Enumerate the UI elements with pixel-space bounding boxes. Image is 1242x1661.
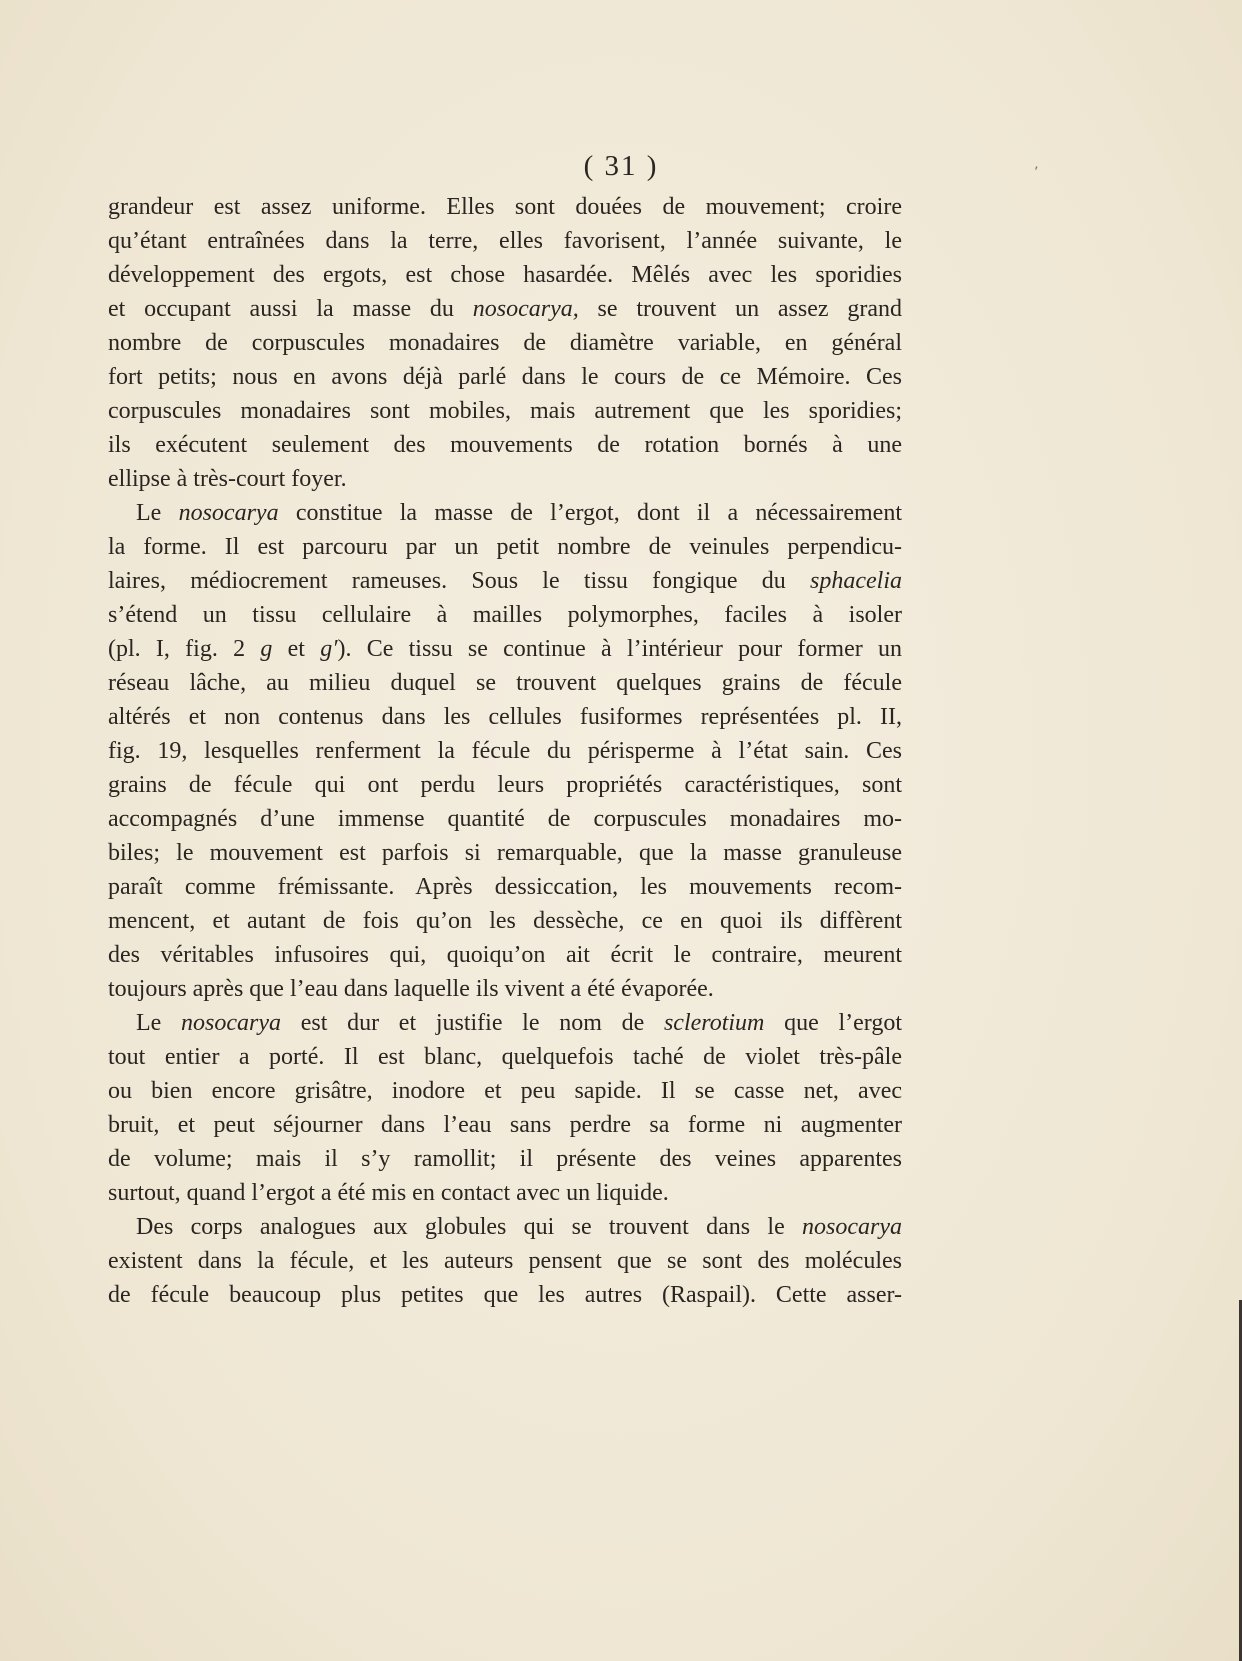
text-line: [108, 1176, 902, 1210]
text-segment: réseau lâche, au milieu duquel se trouvent quelques grains de fécule: [108, 670, 902, 696]
italic-term: g′: [320, 636, 338, 662]
italic-term: nosocarya,: [472, 296, 579, 322]
text-line: [108, 1244, 902, 1278]
text-line: [108, 836, 902, 870]
text-segment: de volume; mais il s’y ramollit; il présente des veines apparentes: [108, 1146, 902, 1172]
text-segment: surtout, quand l’ergot a été mis en contact avec un liquide.: [108, 1180, 669, 1206]
text-segment: Des corps analogues aux globules qui se trouvent dans le: [136, 1214, 803, 1240]
text-segment: paraît comme frémissante. Après dessiccation, les mouvements recom-: [108, 874, 902, 900]
text-segment: de fécule beaucoup plus petites que les autres (Raspail). Cette asser-: [108, 1282, 902, 1308]
text-line: [108, 462, 902, 496]
text-segment: est dur et justifie le nom de: [281, 1010, 664, 1036]
text-segment: biles; le mouvement est parfois si remarquable, que la masse granuleuse: [108, 840, 902, 866]
text-line: [108, 224, 902, 258]
text-line: [108, 768, 902, 802]
text-line: [108, 1108, 902, 1142]
text-segment: nombre de corpuscules monadaires de diamètre variable, en général: [108, 330, 902, 356]
text-segment: que l’ergot: [764, 1010, 902, 1036]
text-segment: Le: [136, 1010, 182, 1036]
italic-term: sclerotium: [663, 1010, 765, 1036]
text-segment: corpuscules monadaires sont mobiles, mais autrement que les sporidies;: [108, 398, 902, 424]
text-line: [108, 1210, 902, 1244]
text-line: [108, 904, 902, 938]
text-line: [108, 530, 902, 564]
text-line: [108, 938, 902, 972]
text-line: [108, 632, 902, 666]
italic-term: sphacelia: [810, 568, 902, 594]
text-line: [108, 1040, 902, 1074]
text-line: [108, 428, 902, 462]
text-segment: laires, médiocrement rameuses. Sous le tissu fongique du: [108, 568, 811, 594]
text-segment: mencent, et autant de fois qu’on les dessèche, ce en quoi ils diffèrent: [108, 908, 902, 934]
text-segment: bruit, et peut séjourner dans l’eau sans perdre sa forme ni augmenter: [108, 1112, 902, 1138]
text-line: [108, 258, 902, 292]
text-line: [108, 972, 902, 1006]
text-segment: ). Ce tissu se continue à l’intérieur pour former un: [337, 636, 902, 662]
text-segment: grains de fécule qui ont perdu leurs propriétés caractéristiques, sont: [108, 772, 902, 798]
text-segment: la forme. Il est parcouru par un petit nombre de veinules perpendicu-: [108, 534, 902, 560]
page-number: ( 31 ): [583, 150, 659, 182]
text-segment: existent dans la fécule, et les auteurs pensent que se sont des molécules: [108, 1248, 902, 1274]
text-segment: (pl. I, fig. 2: [108, 636, 261, 662]
corner-mark: ’: [1034, 165, 1039, 181]
text-segment: et occupant aussi la masse du: [108, 296, 473, 322]
text-line: [108, 598, 902, 632]
text-segment: constitue la masse de l’ergot, dont il a nécessairement: [278, 500, 902, 526]
text-segment: développement des ergots, est chose hasardée. Mêlés avec les sporidies: [108, 262, 902, 288]
text-line: [108, 700, 902, 734]
text-line: [108, 564, 902, 598]
text-line: [108, 394, 902, 428]
text-segment: qu’étant entraînées dans la terre, elles favorisent, l’année suivante, le: [108, 228, 902, 254]
text-line: [108, 870, 902, 904]
text-segment: fort petits; nous en avons déjà parlé dans le cours de ce Mémoire. Ces: [108, 364, 902, 390]
text-line: [108, 734, 902, 768]
text-line: [108, 666, 902, 700]
text-segment: Le: [136, 500, 179, 526]
italic-term: g: [260, 636, 273, 662]
text-line: [108, 360, 902, 394]
italic-term: nosocarya: [178, 500, 279, 526]
text-line: [108, 292, 902, 326]
text-segment: tout entier a porté. Il est blanc, quelquefois taché de violet très-pâle: [108, 1044, 902, 1070]
text-segment: ellipse à très-court foyer.: [108, 466, 347, 492]
text-segment: toujours après que l’eau dans laquelle ils vivent a été évaporée.: [108, 976, 714, 1002]
text-segment: se trouvent un assez grand: [578, 296, 902, 322]
italic-term: nosocarya: [181, 1010, 282, 1036]
italic-term: nosocarya: [802, 1214, 902, 1240]
text-line: [108, 1278, 902, 1312]
text-line: [108, 326, 902, 360]
text-segment: s’étend un tissu cellulaire à mailles polymorphes, faciles à isoler: [108, 602, 902, 628]
text-segment: des véritables infusoires qui, quoiqu’on ait écrit le contraire, meurent: [108, 942, 902, 968]
text-segment: fig. 19, lesquelles renferment la fécule du périsperme à l’état sain. Ces: [108, 738, 902, 764]
text-segment: altérés et non contenus dans les cellules fusiformes représentées pl. II,: [108, 704, 902, 730]
body-text: [108, 190, 902, 1312]
text-line: [108, 1074, 902, 1108]
text-line: [108, 1142, 902, 1176]
text-line: [108, 190, 902, 224]
text-segment: ils exécutent seulement des mouvements de rotation bornés à une: [108, 432, 902, 458]
text-segment: grandeur est assez uniforme. Elles sont douées de mouvement; croire: [108, 194, 902, 220]
text-line: [108, 496, 902, 530]
text-segment: ou bien encore grisâtre, inodore et peu sapide. Il se casse net, avec: [108, 1078, 902, 1104]
text-segment: et: [272, 636, 321, 662]
text-segment: accompagnés d’une immense quantité de corpuscules monadaires mo-: [108, 806, 902, 832]
text-line: [108, 802, 902, 836]
text-line: [108, 1006, 902, 1040]
